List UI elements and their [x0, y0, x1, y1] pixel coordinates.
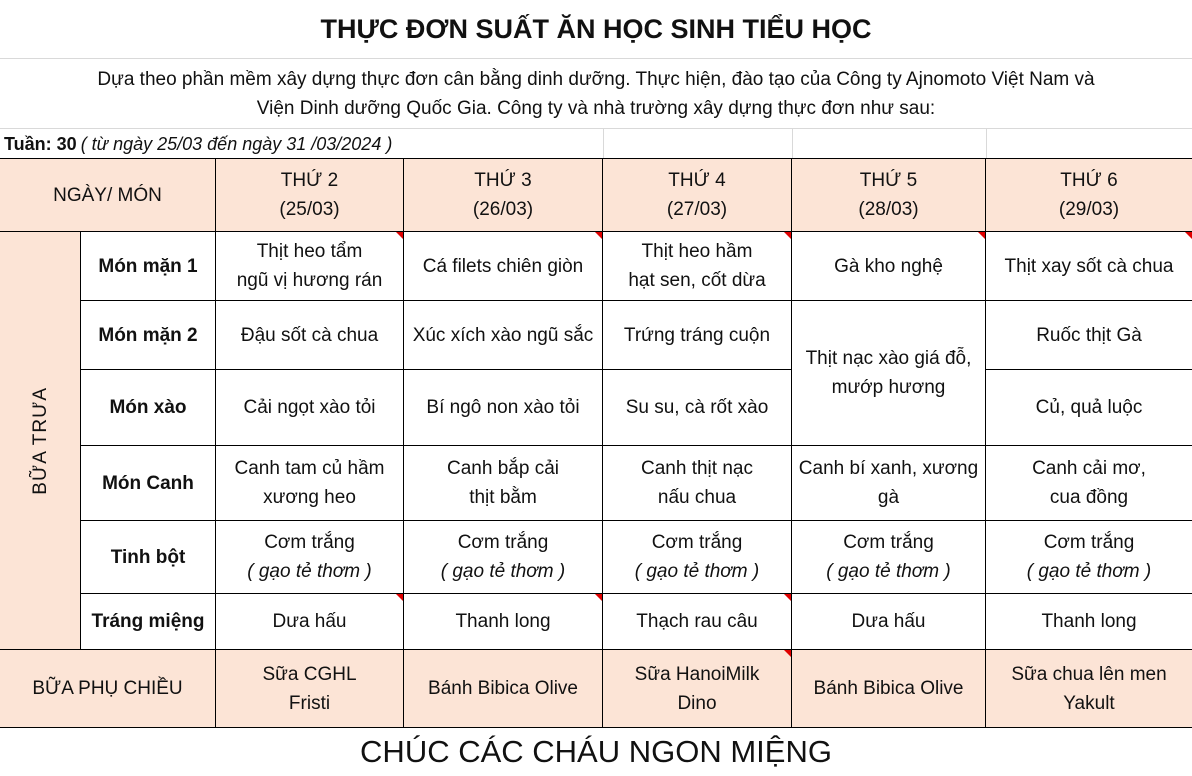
header-day-tue[interactable] [404, 158, 603, 232]
row-label: Món Canh [102, 472, 194, 494]
cell-canh-tue[interactable] [404, 446, 603, 521]
comment-marker-icon [1185, 232, 1192, 239]
dish-note: ( gạo tẻ thơm ) [826, 561, 951, 582]
row-label: Tráng miệng [91, 611, 205, 632]
dish-line: Canh bắp cải [447, 458, 559, 479]
day-date: (25/03) [279, 199, 340, 220]
dish-note: ( gạo tẻ thơm ) [440, 561, 566, 582]
dish-line: Dưa hấu [272, 611, 347, 632]
dish-line: Thạch rau câu [636, 611, 758, 632]
dish-line: Cải ngọt xào tỏi [243, 397, 376, 418]
dish-note: ( gạo tẻ thơm ) [1026, 561, 1152, 582]
cell-trangmieng-mon[interactable] [216, 594, 404, 650]
cell-snack-fri[interactable] [986, 650, 1192, 728]
dish-line: hạt sen, cốt dừa [628, 270, 766, 291]
cell-snack-tue[interactable] [404, 650, 603, 728]
cell-tinhbot-tue[interactable] [404, 521, 603, 594]
dish-line: Canh cải mơ, [1032, 458, 1146, 479]
cell-canh-wed[interactable] [603, 446, 792, 521]
dish-line: Dino [677, 692, 717, 714]
row-label: Món xào [109, 397, 187, 418]
week-range: ( từ ngày 25/03 đến ngày 31 /03/2024 ) [80, 133, 393, 154]
dish-line: cua đồng [1049, 487, 1129, 508]
dish-line: Cơm trắng [1043, 532, 1135, 553]
row-label-canh[interactable] [81, 446, 216, 521]
cell-xao-wed[interactable] [603, 370, 792, 446]
row-label: Tinh bột [110, 546, 186, 568]
subtitle-line-1: Dựa theo phần mềm xây dựng thực đơn cân bằng dinh dưỡng. Thực hiện, đào tạo của Công ty Ajnomoto Việt Nam và [97, 69, 1095, 90]
dish-line: Thịt nạc xào giá đỗ, [805, 348, 972, 369]
dish-line: Cơm trắng [264, 532, 355, 553]
header-corner-label: NGÀY/ MÓN [53, 184, 162, 206]
cell-man1-tue[interactable] [404, 232, 603, 301]
dish-line: Củ, quả luộc [1035, 397, 1143, 418]
cell-man1-fri[interactable] [986, 232, 1192, 301]
day-date: (26/03) [472, 199, 534, 220]
cell-trangmieng-thu[interactable] [792, 594, 986, 650]
cell-man2-xao-thu-merged[interactable] [792, 301, 986, 446]
cell-man2-wed[interactable] [603, 301, 792, 370]
lunch-label: BỮA TRƯA [29, 386, 51, 495]
header-day-thu[interactable] [792, 158, 986, 232]
dish-line: Cá filets chiên giòn [422, 255, 584, 277]
dish-line: Thịt xay sốt cà chua [1004, 255, 1174, 277]
dish-line: Bí ngô non xào tỏi [426, 397, 580, 418]
dish-line: Sữa chua lên men [1011, 663, 1167, 685]
dish-line: Canh thịt nạc [641, 458, 753, 479]
cell-man1-wed[interactable] [603, 232, 792, 301]
dish-line: ngũ vị hương rán [236, 270, 383, 291]
cell-man2-mon[interactable] [216, 301, 404, 370]
dish-line: Fristi [288, 692, 331, 714]
grid-divider [986, 128, 987, 158]
dish-line: Canh tam củ hầm [234, 458, 385, 479]
dish-line: xương heo [263, 487, 356, 508]
cell-man1-mon[interactable] [216, 232, 404, 301]
lunch-label-cell[interactable] [0, 232, 81, 650]
header-day-fri[interactable] [986, 158, 1192, 232]
dish-line: Thanh long [455, 611, 551, 632]
day-name: THỨ 4 [668, 170, 726, 191]
header-day-wed[interactable] [603, 158, 792, 232]
day-name: THỨ 3 [474, 170, 532, 191]
comment-marker-icon [784, 232, 791, 239]
cell-snack-wed[interactable] [603, 650, 792, 728]
comment-marker-icon [396, 232, 403, 239]
dish-line: Bánh Bibica Olive [428, 678, 578, 699]
comment-marker-icon [595, 232, 602, 239]
cell-tinhbot-thu[interactable] [792, 521, 986, 594]
snack-label: BỮA PHỤ CHIỀU [32, 678, 183, 699]
row-label-trangmieng[interactable] [81, 594, 216, 650]
row-label-xao[interactable] [81, 370, 216, 446]
dish-line: nấu chua [657, 487, 737, 508]
week-info [4, 131, 392, 157]
cell-canh-mon[interactable] [216, 446, 404, 521]
cell-xao-fri[interactable] [986, 370, 1192, 446]
comment-marker-icon [396, 594, 403, 601]
cell-trangmieng-fri[interactable] [986, 594, 1192, 650]
snack-label-cell[interactable] [0, 650, 216, 728]
cell-canh-thu[interactable] [792, 446, 986, 521]
dish-line: Đậu sốt cà chua [240, 324, 379, 346]
dish-line: Xúc xích xào ngũ sắc [412, 324, 594, 346]
dish-line: Sữa HanoiMilk [634, 663, 760, 685]
footer-message: CHÚC CÁC CHÁU NGON MIỆNG [360, 734, 832, 769]
cell-xao-tue[interactable] [404, 370, 603, 446]
dish-line: Canh bí xanh, xương [798, 458, 979, 479]
page-title: THỰC ĐƠN SUẤT ĂN HỌC SINH TIỂU HỌC [0, 0, 1192, 59]
cell-tinhbot-wed[interactable] [603, 521, 792, 594]
cell-canh-fri[interactable] [986, 446, 1192, 521]
dish-line: thịt bằm [469, 487, 537, 508]
dish-line: Ruốc thịt Gà [1036, 324, 1142, 346]
dish-line: Cơm trắng [843, 532, 934, 553]
cell-snack-thu[interactable] [792, 650, 986, 728]
subtitle [0, 60, 1192, 128]
dish-line: Sữa CGHL [262, 663, 357, 685]
dish-line: gà [877, 487, 900, 508]
grid-divider [603, 128, 604, 158]
cell-snack-mon[interactable] [216, 650, 404, 728]
dish-line: Su su, cà rốt xào [625, 397, 769, 418]
dish-line: Bánh Bibica Olive [813, 678, 964, 699]
subtitle-line-2: Viện Dinh dưỡng Quốc Gia. Công ty và nhà trường xây dựng thực đơn như sau: [256, 98, 936, 119]
row-label: Món mặn 2 [98, 324, 198, 346]
day-date: (27/03) [666, 199, 728, 220]
dish-line: Trứng tráng cuộn [623, 324, 771, 346]
row-label-tinhbot[interactable] [81, 521, 216, 594]
row-label-man1[interactable] [81, 232, 216, 301]
dish-line: Gà kho nghệ [834, 255, 943, 277]
divider [0, 128, 1192, 129]
dish-line: mướp hương [831, 377, 946, 398]
dish-line: Cơm trắng [651, 532, 743, 553]
day-date: (28/03) [858, 199, 919, 220]
dish-line: Yakult [1063, 692, 1115, 714]
grid-divider [792, 128, 793, 158]
cell-trangmieng-tue[interactable] [404, 594, 603, 650]
day-name: THỨ 5 [859, 170, 918, 191]
cell-man2-tue[interactable] [404, 301, 603, 370]
dish-line: Dưa hấu [851, 611, 926, 632]
dish-line: Thanh long [1041, 611, 1137, 632]
dish-line: Thịt heo tẩm [256, 241, 363, 262]
header-corner[interactable] [0, 158, 216, 232]
cell-man1-thu[interactable] [792, 232, 986, 301]
day-date: (29/03) [1058, 199, 1120, 220]
day-name: THỨ 2 [280, 170, 339, 191]
cell-man2-fri[interactable] [986, 301, 1192, 370]
dish-note: ( gạo tẻ thơm ) [247, 561, 372, 582]
cell-trangmieng-wed[interactable] [603, 594, 792, 650]
week-label: Tuần: 30 [4, 133, 77, 154]
header-day-mon[interactable] [216, 158, 404, 232]
day-name: THỨ 6 [1060, 170, 1118, 191]
cell-xao-mon[interactable] [216, 370, 404, 446]
comment-marker-icon [978, 232, 985, 239]
row-label: Món mặn 1 [98, 255, 198, 277]
cell-tinhbot-mon[interactable] [216, 521, 404, 594]
dish-line: Cơm trắng [457, 532, 549, 553]
dish-note: ( gạo tẻ thơm ) [634, 561, 760, 582]
comment-marker-icon [784, 594, 791, 601]
dish-line: Thịt heo hầm [641, 241, 753, 262]
comment-marker-icon [784, 650, 791, 657]
comment-marker-icon [595, 594, 602, 601]
row-label-man2[interactable] [81, 301, 216, 370]
cell-tinhbot-fri[interactable] [986, 521, 1192, 594]
